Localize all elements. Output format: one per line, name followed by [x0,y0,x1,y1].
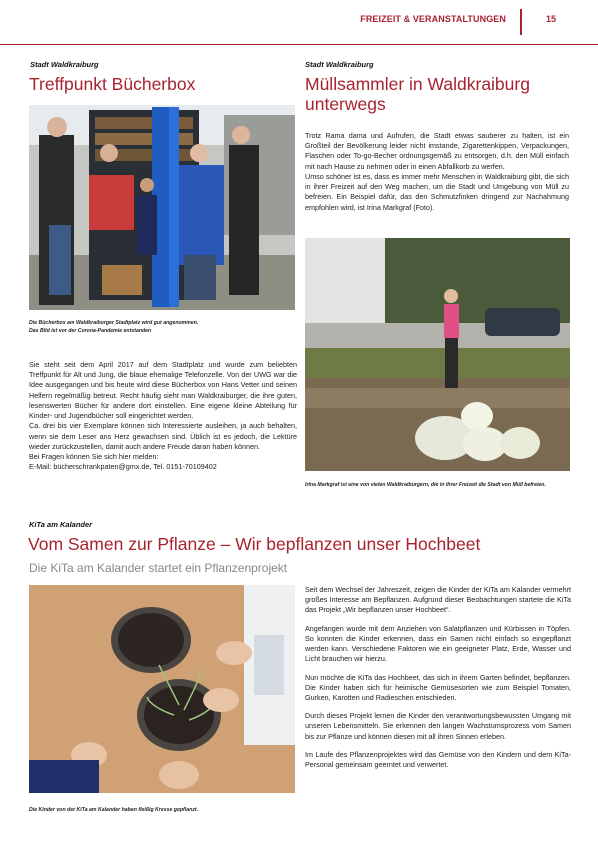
article-body [305,585,571,770]
section-title: FREIZEIT & VERANSTALTUNGEN [360,14,506,24]
paragraph: Angefangen wurde mit dem Anziehen von Salatpflanzen und Kürbissen in Töpfen. So konnten die Kinder erkennen, dass ein Samen nicht einfach so eingepflanzt werden kann. Verschiedene Faktoren wie ein geeigneter Platz, Erde, Wasser und Licht brauchen wir hierzu. [305,623,571,664]
page-header [0,0,598,45]
paragraph: Seit dem Wechsel der Jahreszeit, zeigen die Kinder der KiTa am Kalander vermehrt großes Interesse am Bepflanzen. Aufgrund dieser Beobachtungen startete die KiTa das Projekt „Wir bepflanzen unser Hochbeet“. [305,585,571,615]
paragraph: Im Laufe des Pflanzenprojektes wird das Gemüse von den Kindern und dem KiTa-Personal gemeinsam geerntet und verwertet. [305,749,571,770]
article-kicker: Stadt Waldkraiburg [305,60,374,69]
kita-photo-illustration [29,585,295,793]
header-divider [520,9,522,35]
contact-line: E-Mail: bücherschrankpaten@gmx.de, Tel. 0151-70109402 [29,462,217,472]
caption-line: Die Bücherbox am Waldkraiburger Stadtplatz wird gut angenommen. [29,320,199,326]
bookbox-photo [29,105,295,310]
bookbox-photo-illustration [29,105,295,310]
paragraph: Umso schöner ist es, dass es immer mehr Menschen in Waldkraiburg gibt, die sich in ihrer Freizeit auf den Weg machen, um die Stadt und Umgebung von Müll zu befreien. Ein Beispiel dafür, das den Schmutzfinken dringend zur Nachahmung empfohlen wird, ist Irina Markgraf (Foto). [305,171,569,212]
article-subtitle: Die KiTa am Kalander startet ein Pflanzenprojekt [29,561,288,575]
article-kicker: KiTa am Kalander [29,520,93,529]
caption-line: Das Bild ist vor der Corona-Pandemie entstanden [29,327,152,334]
photo-caption: Irina Markgraf ist eine von vielen Waldkraiburgern, die in ihrer Freizeit die Stadt von Müll befreien. [305,482,546,488]
page-number: 15 [546,14,557,24]
article-kicker: Stadt Waldkraiburg [30,60,99,69]
paragraph: Durch dieses Projekt lernen die Kinder den verantwortungsbewussten Umgang mit unseren Lebensmitteln. Sie erkennen den langen Wachstumsprozess vom Samen bis zur Pflanze und können diesen mit all ihren Sinnen erleben. [305,711,571,741]
article-title: Vom Samen zur Pflanze – Wir bepflanzen unser Hochbeet [28,534,481,554]
article-title: Treffpunkt Bücherbox [29,74,196,94]
article-body [29,360,297,472]
title-line: unterwegs [305,94,386,115]
article-body [305,131,569,213]
title-line: Müllsammler in Waldkraiburg [305,74,530,94]
paragraph: Bei Fragen können Sie sich hier melden: [29,451,159,461]
paragraph: Nun möchte die KiTa das Hochbeet, das sich in ihrem Garten befindet, bepflanzen. Die Kinder haben sich für heimische Gemüsesorten wie zum Beispiel Tomaten, Gurken, Karotten und Radieschen entschieden. [305,672,571,702]
litter-photo-illustration [305,238,570,471]
paragraph: Trotz Rama dama und Aufrufen, die Stadt etwas sauberer zu halten, ist ein Großteil der Bevölkerung leider nicht imstande, Zigarettenkippen, Verpackungen, Flaschen oder To-go-Becher ordnungsgemäß zu entsorgen, d.h. den Müll einfach mit nach Hause zu nehmen oder in einen Abfallkorb zu werfen. [305,131,569,171]
photo-caption: Die Kinder von der KiTa am Kalander haben fleißig Kresse gepflanzt. [29,807,199,813]
litter-photo [305,238,570,471]
photo-caption [29,320,295,336]
kita-photo [29,585,295,793]
paragraph: Sie steht seit dem April 2017 auf dem Stadtplatz und wurde zum beliebten Treffpunkt für Alt und Jung, die blaue ehemalige Telefonzelle. Von der UWG war die Idee ausgegangen und bis heute wird diese Bücherbox von Hans Vetter und seinen Helfern regelmäßig betreut. Recht häufig sieht man Waldkraiburger, die ihre guten, lesenswerten Bücher für andere dort einstellen. Eine eigene kleine Abteilung für Kinder- und Jugendbücher soll eingerichtet werden. [29,360,297,421]
paragraph: Ca. drei bis vier Exemplare können sich Interessierte ausleihen, ja auch behalten, wenn sie dem Leser ans Herz gewachsen sind. Üblich ist es jedoch, die Lektüre wieder zurückzustellen, damit auch andere Freude daran haben können. [29,421,297,451]
article-title [305,74,575,114]
